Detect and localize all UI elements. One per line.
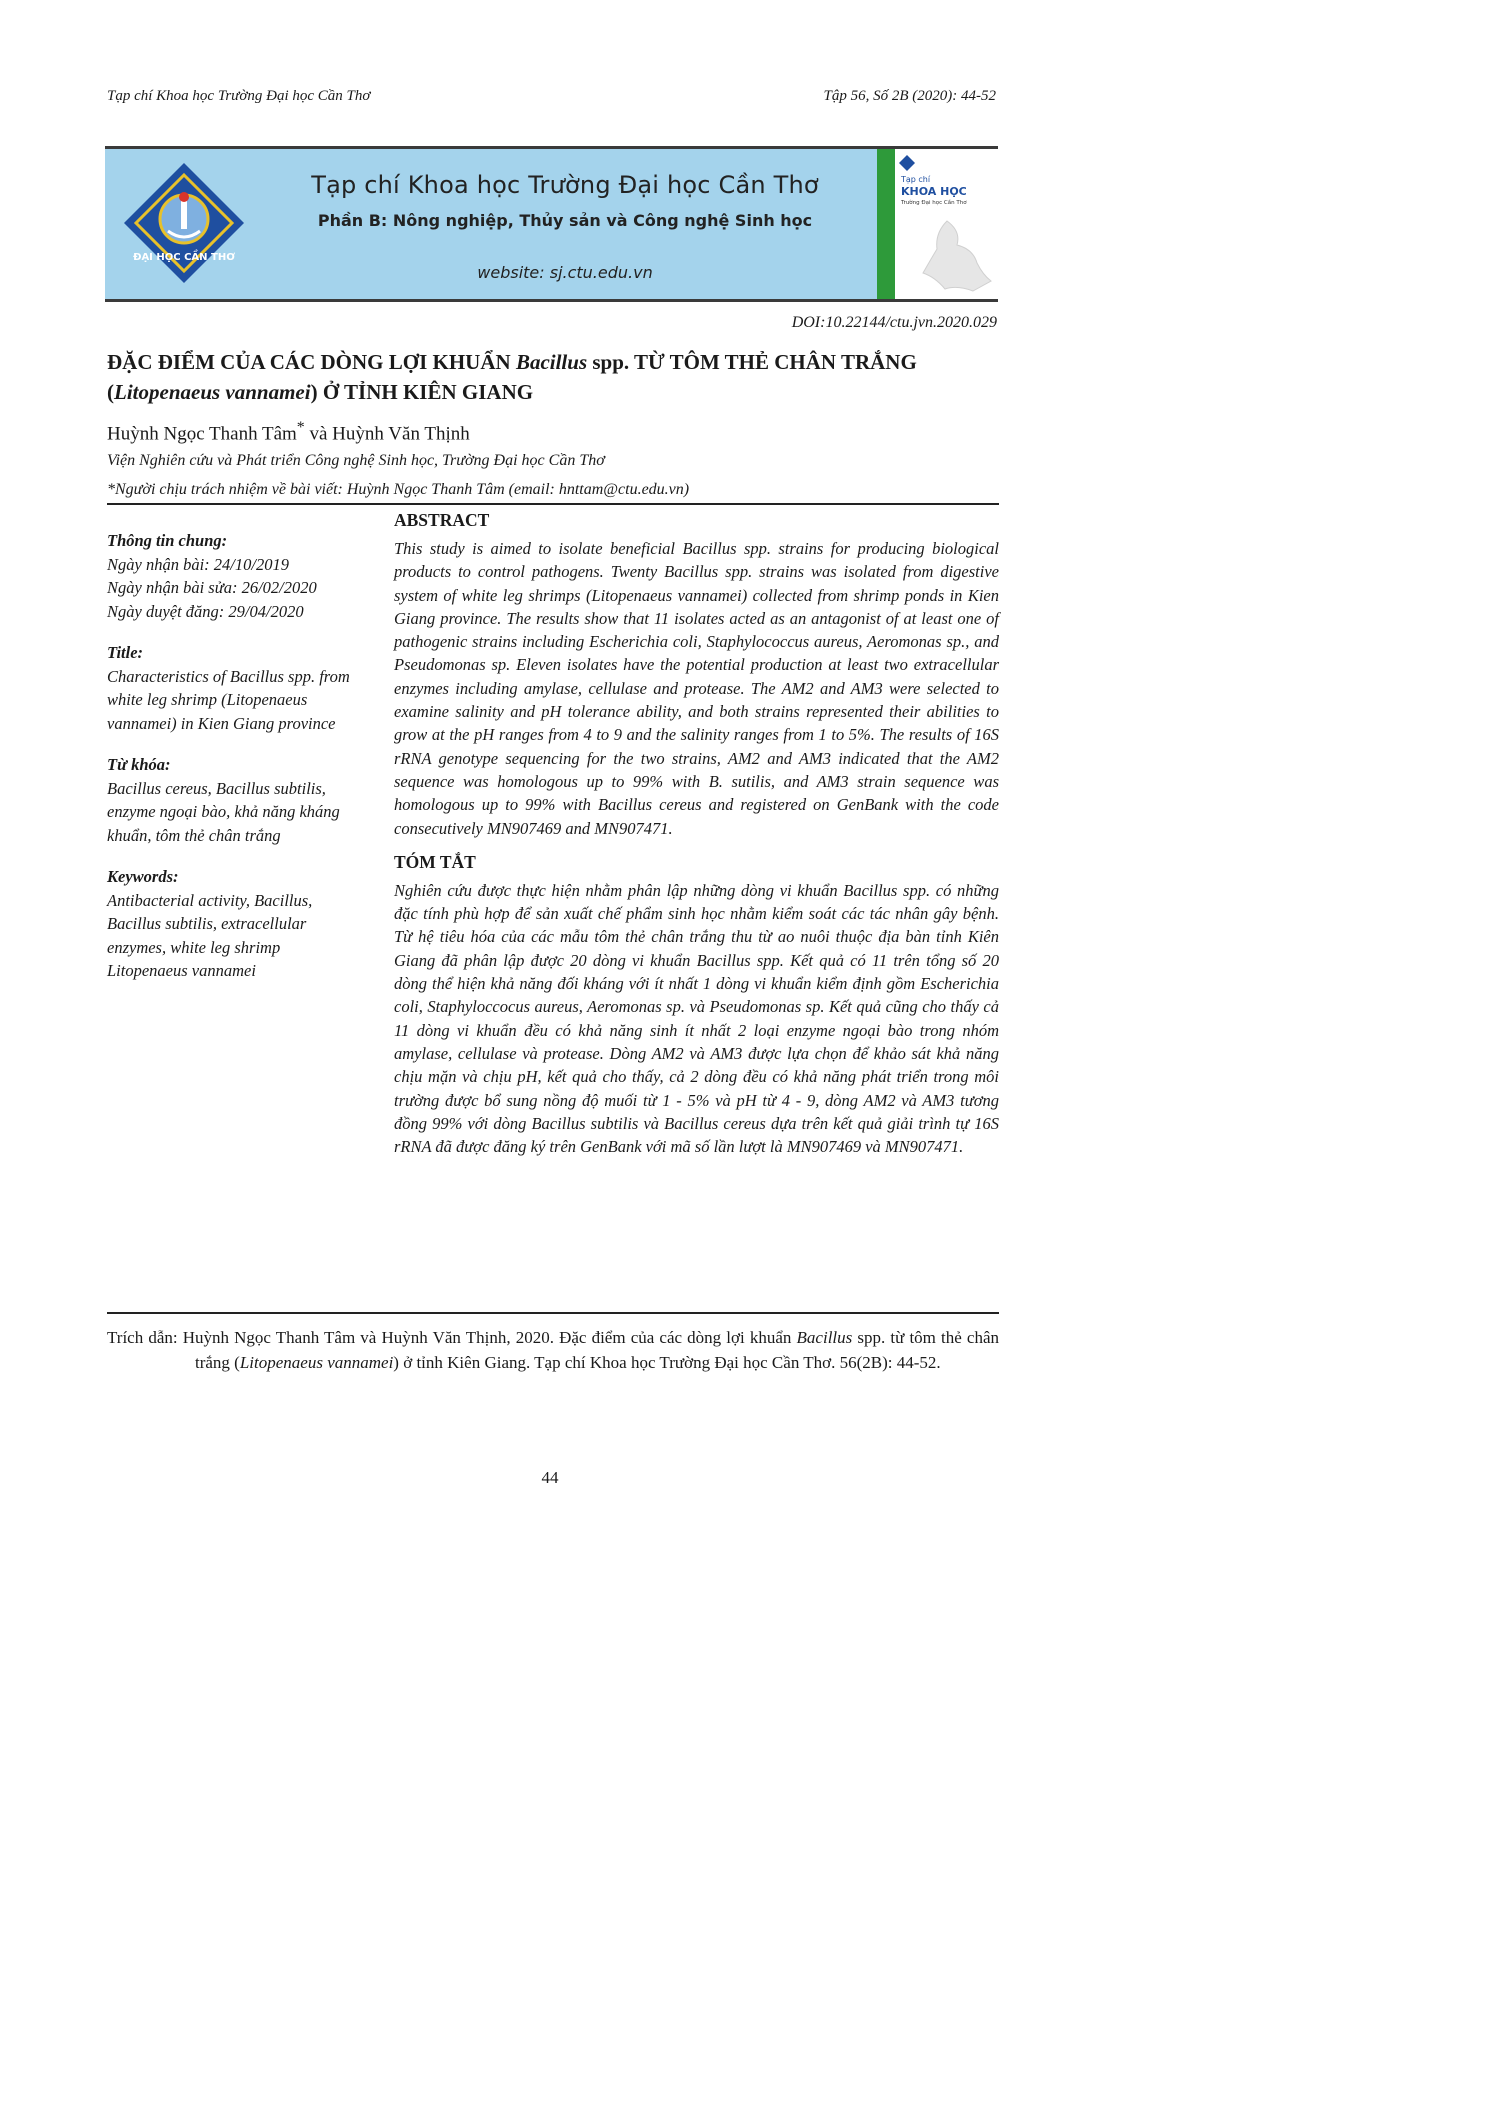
en-keywords-block [107, 865, 357, 983]
header-divider [107, 503, 999, 505]
english-title-heading: Title: [107, 643, 144, 662]
article-info-sidebar [107, 529, 357, 1001]
cover-subtitle: Trường Đại học Cần Thơ [901, 200, 967, 206]
logo-text: ĐẠI HỌC CẦN THƠ [133, 252, 235, 263]
abstract-text: This study is aimed to isolate beneficial Bacillus spp. strains for producing biological products to control pathogens. Twenty Bacillus spp. strains was isolated from digestive system of white leg shrimps (Litopenaeus vannamei) collected from shrimp ponds in Kien Giang province. The results show that 11 isolates acted as an antagonist of at least one of pathogenic strains including Escherichia coli, Staphylococcus aureus, Aeromonas sp., and Pseudomonas sp. Eleven isolates have the potential production at least two extracellular enzymes including amylase, cellulase and protease. The AM2 and AM3 were selected to examine salinity and pH tolerance ability, and both strains represented their abilities to grow at the pH ranges from 4 to 9 and the salinity ranges from 1 to 5%. The results of 16S rRNA genotype sequencing for the two strains, AM2 and AM3 indicated that the AM2 sequence was homologous up to 99% with B. sutilis, and AM3 strain sequence was homologous up to 99% with Bacillus cereus and registered on GenBank with the code consecutively MN907469 and MN907471. [394, 539, 999, 838]
journal-banner [105, 146, 998, 302]
university-logo [120, 159, 248, 287]
vi-keywords-text: Bacillus cereus, Bacillus subtilis, enzyme ngoại bào, khả năng kháng khuẩn, tôm thẻ chân trắng [107, 778, 340, 845]
doi: DOI:10.22144/ctu.jvn.2020.029 [791, 314, 997, 331]
cover-title: KHOA HỌC [901, 185, 967, 198]
banner-title: Tạp chí Khoa học Trường Đại học Cần Thơ [311, 171, 819, 199]
info-heading: Thông tin chung: [107, 531, 228, 550]
cover-green-strip [877, 149, 895, 299]
en-keywords-text: Antibacterial activity, Bacillus, Bacillus subtilis, extracellular enzymes, white leg shrimp Litopenaeus vannamei [107, 890, 313, 980]
cover-small-label: Tạp chí [901, 175, 931, 184]
running-head [107, 88, 996, 105]
tomtat-heading: TÓM TẮT [394, 851, 476, 872]
info-block [107, 529, 357, 623]
received-date: Ngày nhận bài: 24/10/2019 [107, 554, 289, 574]
banner-website: website: sj.ctu.edu.vn [477, 263, 653, 282]
author-list: Huỳnh Ngọc Thanh Tâm* và Huỳnh Văn Thịnh [107, 419, 470, 445]
banner-subtitle: Phần B: Nông nghiệp, Thủy sản và Công nghệ Sinh học [317, 211, 813, 230]
corresponding-mark: * [296, 419, 305, 436]
cover-map-graphic [917, 219, 995, 293]
volume-header: Tập 56, Số 2B (2020): 44-52 [823, 88, 996, 104]
english-title-text: Characteristics of Bacillus spp. from white leg shrimp (Litopenaeus vannamei) in Kien Giang province [107, 666, 350, 733]
english-title-block [107, 641, 357, 735]
vi-keywords-block [107, 753, 357, 847]
page-number: 44 [541, 1468, 559, 1487]
tomtat-text: Nghiên cứu được thực hiện nhằm phân lập những dòng vi khuẩn Bacillus spp. có những đặc tính phù hợp để sản xuất chế phẩm sinh học nhằm kiểm soát các tác nhân gây bệnh. Từ hệ tiêu hóa của các mẫu tôm thẻ chân trắng thu từ ao nuôi thuộc địa bàn tỉnh Kiên Giang đã phân lập được 20 dòng vi khuẩn Bacillus spp. Kết quả có 11 trên tổng số 20 dòng thể hiện khả năng đối kháng với ít nhất 1 dòng vi khuẩn kiểm định gồm Escherichia coli, Staphyloccocus aureus, Aeromonas sp. và Pseudomonas sp. Kết quả cũng cho thấy cả 11 dòng vi khuẩn đều có khả năng sinh ít nhất 2 loại enzyme ngoại bào trong nhóm amylase, cellulase và protease. Dòng AM2 và AM3 được lựa chọn để khảo sát khả năng chịu mặn và chịu pH, kết quả cho thấy, cả 2 dòng đều có khả năng phát triển trong môi trường được bổ sung nồng độ muối từ 1 - 5% và pH từ 4 - 9, dòng AM2 và AM3 tương đồng 99% với dòng Bacillus subtilis và Bacillus cereus dựa trên kết quả giải trình tự 16S rRNA đã được đăng ký trên GenBank với mã số lần lượt là MN907469 và MN907471. [394, 880, 999, 1157]
accepted-date: Ngày duyệt đăng: 29/04/2020 [107, 601, 304, 621]
citation: Trích dẫn: Huỳnh Ngọc Thanh Tâm và Huỳnh Văn Thịnh, 2020. Đặc điểm của các dòng lợi khuẩn Bacillus spp. từ tôm thẻ chân trắng (Litopenaeus vannamei) ở tỉnh Kiên Giang. Tạp chí Khoa học Trường Đại học Cần Thơ. 56(2B): 44-52. [107, 1328, 1000, 1372]
author-name: Huỳnh Văn Thịnh [332, 423, 470, 445]
vi-keywords-heading: Từ khóa: [107, 755, 171, 774]
abstract-column [394, 510, 999, 1170]
author-name: Huỳnh Ngọc Thanh Tâm [107, 423, 297, 445]
cover-emblem-icon [899, 155, 915, 171]
affiliation: Viện Nghiên cứu và Phát triển Công nghệ Sinh học, Trường Đại học Cần Thơ [107, 452, 605, 469]
revised-date: Ngày nhận bài sửa: 26/02/2020 [107, 578, 317, 597]
corresponding-author: *Người chịu trách nhiệm về bài viết: Huỳnh Ngọc Thanh Tâm (email: hnttam@ctu.edu.vn) [107, 481, 690, 498]
citation-divider [107, 1312, 999, 1314]
abstract-heading: ABSTRACT [394, 510, 490, 530]
en-keywords-heading: Keywords: [107, 867, 179, 886]
journal-name-header: Tạp chí Khoa học Trường Đại học Cần Thơ [107, 88, 371, 104]
journal-cover-thumbnail [877, 149, 998, 299]
article-title: ĐẶC ĐIỂM CỦA CÁC DÒNG LỢI KHUẨN Bacillus spp. TỪ TÔM THẺ CHÂN TRẮNG (Litopenaeus vannamei) Ở TỈNH KIÊN GIANG [107, 350, 917, 404]
